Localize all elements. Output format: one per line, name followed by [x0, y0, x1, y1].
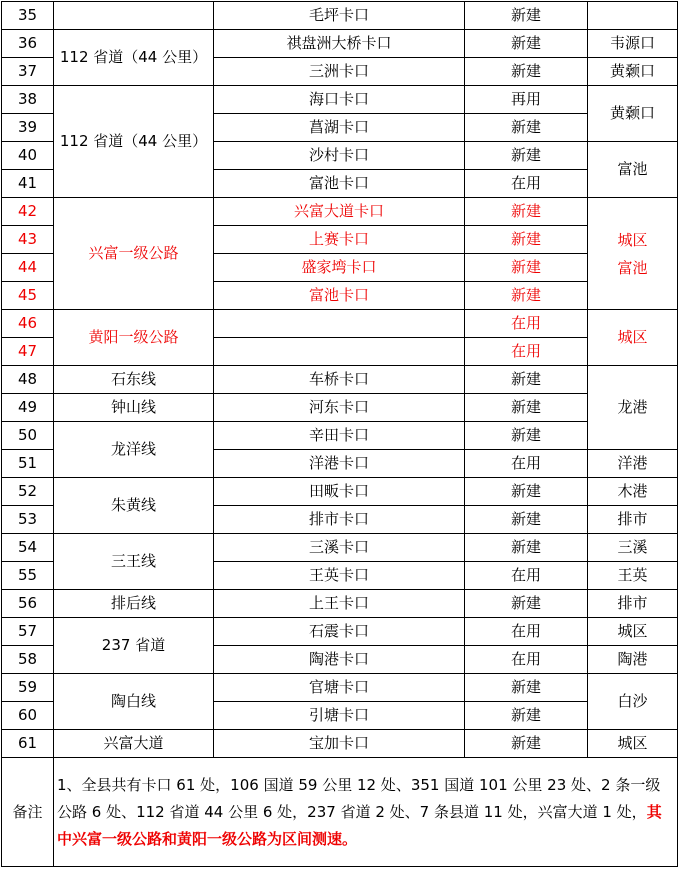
area-cell: 洋港 [588, 450, 678, 478]
road-cell: 兴富一级公路 [54, 198, 214, 310]
row-number: 47 [2, 338, 54, 366]
status-cell: 新建 [465, 590, 588, 618]
row-number: 52 [2, 478, 54, 506]
checkpoint-table [1, 1, 678, 867]
status-cell: 新建 [465, 534, 588, 562]
table-row [2, 478, 678, 506]
area-cell: 黄颡口 [588, 58, 678, 86]
area-cell: 黄颡口 [588, 86, 678, 142]
status-cell: 新建 [465, 142, 588, 170]
checkpoint-cell: 石震卡口 [214, 618, 465, 646]
table-row [2, 394, 678, 422]
area-cell: 城区 [588, 310, 678, 366]
checkpoint-cell: 排市卡口 [214, 506, 465, 534]
area-cell: 排市 [588, 506, 678, 534]
checkpoint-cell [214, 310, 465, 338]
area-cell: 木港 [588, 478, 678, 506]
area-cell: 三溪 [588, 534, 678, 562]
status-cell: 在用 [465, 310, 588, 338]
status-cell: 新建 [465, 114, 588, 142]
row-number: 61 [2, 730, 54, 758]
road-cell: 黄阳一级公路 [54, 310, 214, 366]
status-cell: 在用 [465, 450, 588, 478]
status-cell: 新建 [465, 198, 588, 226]
area-cell [588, 2, 678, 30]
row-number: 59 [2, 674, 54, 702]
row-number: 51 [2, 450, 54, 478]
checkpoint-cell: 菖湖卡口 [214, 114, 465, 142]
road-cell [54, 2, 214, 30]
checkpoint-cell: 辛田卡口 [214, 422, 465, 450]
row-number: 56 [2, 590, 54, 618]
checkpoint-cell: 上赛卡口 [214, 226, 465, 254]
notes-row [2, 758, 678, 867]
table-row [2, 534, 678, 562]
row-number: 48 [2, 366, 54, 394]
status-cell: 新建 [465, 478, 588, 506]
row-number: 43 [2, 226, 54, 254]
status-cell: 新建 [465, 366, 588, 394]
road-cell: 112 省道（44 公里） [54, 30, 214, 86]
table-row [2, 198, 678, 226]
status-cell: 在用 [465, 170, 588, 198]
row-number: 39 [2, 114, 54, 142]
row-number: 49 [2, 394, 54, 422]
table-row [2, 730, 678, 758]
status-cell: 在用 [465, 338, 588, 366]
row-number: 46 [2, 310, 54, 338]
row-number: 54 [2, 534, 54, 562]
row-number: 38 [2, 86, 54, 114]
table-row [2, 86, 678, 114]
road-cell: 三王线 [54, 534, 214, 590]
road-cell: 兴富大道 [54, 730, 214, 758]
status-cell: 新建 [465, 2, 588, 30]
table-row [2, 30, 678, 58]
row-number: 57 [2, 618, 54, 646]
status-cell: 新建 [465, 282, 588, 310]
area-cell: 龙港 [588, 366, 678, 450]
road-cell: 陶白线 [54, 674, 214, 730]
row-number: 55 [2, 562, 54, 590]
checkpoint-cell: 富池卡口 [214, 282, 465, 310]
table-row [2, 422, 678, 450]
checkpoint-cell: 祺盘洲大桥卡口 [214, 30, 465, 58]
checkpoint-cell: 宝加卡口 [214, 730, 465, 758]
row-number: 42 [2, 198, 54, 226]
checkpoint-cell: 官塘卡口 [214, 674, 465, 702]
checkpoint-cell: 引塘卡口 [214, 702, 465, 730]
row-number: 44 [2, 254, 54, 282]
area-cell: 城区 [588, 618, 678, 646]
area-cell: 排市 [588, 590, 678, 618]
checkpoint-cell: 兴富大道卡口 [214, 198, 465, 226]
status-cell: 新建 [465, 674, 588, 702]
checkpoint-cell: 三溪卡口 [214, 534, 465, 562]
checkpoint-cell: 车桥卡口 [214, 366, 465, 394]
notes-highlight: 其中兴富一级公路和黄阳一级公路为区间测速。 [57, 802, 662, 848]
table-row [2, 618, 678, 646]
table-row [2, 366, 678, 394]
table-row [2, 590, 678, 618]
notes-text [54, 758, 678, 867]
row-number: 60 [2, 702, 54, 730]
status-cell: 在用 [465, 618, 588, 646]
road-cell: 石东线 [54, 366, 214, 394]
checkpoint-cell: 河东卡口 [214, 394, 465, 422]
checkpoint-cell [214, 338, 465, 366]
status-cell: 新建 [465, 58, 588, 86]
status-cell: 新建 [465, 394, 588, 422]
row-number: 35 [2, 2, 54, 30]
row-number: 37 [2, 58, 54, 86]
status-cell: 新建 [465, 226, 588, 254]
row-number: 41 [2, 170, 54, 198]
table-row [2, 310, 678, 338]
checkpoint-cell: 洋港卡口 [214, 450, 465, 478]
status-cell: 在用 [465, 562, 588, 590]
checkpoint-cell: 上王卡口 [214, 590, 465, 618]
road-cell: 龙洋线 [54, 422, 214, 478]
row-number: 36 [2, 30, 54, 58]
status-cell: 新建 [465, 506, 588, 534]
area-cell: 城区 富池 [588, 198, 678, 310]
row-number: 58 [2, 646, 54, 674]
row-number: 53 [2, 506, 54, 534]
road-cell: 112 省道（44 公里） [54, 86, 214, 198]
checkpoint-cell: 沙村卡口 [214, 142, 465, 170]
road-cell: 朱黄线 [54, 478, 214, 534]
road-cell: 排后线 [54, 590, 214, 618]
checkpoint-cell: 富池卡口 [214, 170, 465, 198]
road-cell: 钟山线 [54, 394, 214, 422]
area-cell: 陶港 [588, 646, 678, 674]
status-cell: 新建 [465, 254, 588, 282]
status-cell: 新建 [465, 730, 588, 758]
status-cell: 新建 [465, 30, 588, 58]
row-number: 50 [2, 422, 54, 450]
area-cell: 城区 [588, 730, 678, 758]
checkpoint-cell: 盛家塆卡口 [214, 254, 465, 282]
area-cell: 韦源口 [588, 30, 678, 58]
checkpoint-cell: 陶港卡口 [214, 646, 465, 674]
status-cell: 再用 [465, 86, 588, 114]
row-number: 45 [2, 282, 54, 310]
checkpoint-cell: 三洲卡口 [214, 58, 465, 86]
table-row [2, 2, 678, 30]
area-cell: 王英 [588, 562, 678, 590]
notes-body: 1、全县共有卡口 61 处，106 国道 59 公里 12 处、351 国道 101 公里 23 处、2 条一级公路 6 处、112 省道 44 公里 6 处，237 省道 2 处、7 条县道 11 处，兴富大道 1 处， [57, 775, 661, 821]
checkpoint-cell: 田畈卡口 [214, 478, 465, 506]
table-row [2, 674, 678, 702]
checkpoint-cell: 海口卡口 [214, 86, 465, 114]
area-cell: 白沙 [588, 674, 678, 730]
checkpoint-cell: 王英卡口 [214, 562, 465, 590]
road-cell: 237 省道 [54, 618, 214, 674]
status-cell: 在用 [465, 646, 588, 674]
status-cell: 新建 [465, 702, 588, 730]
status-cell: 新建 [465, 422, 588, 450]
notes-label: 备注 [2, 758, 54, 867]
checkpoint-cell: 毛坪卡口 [214, 2, 465, 30]
area-cell: 富池 [588, 142, 678, 198]
row-number: 40 [2, 142, 54, 170]
